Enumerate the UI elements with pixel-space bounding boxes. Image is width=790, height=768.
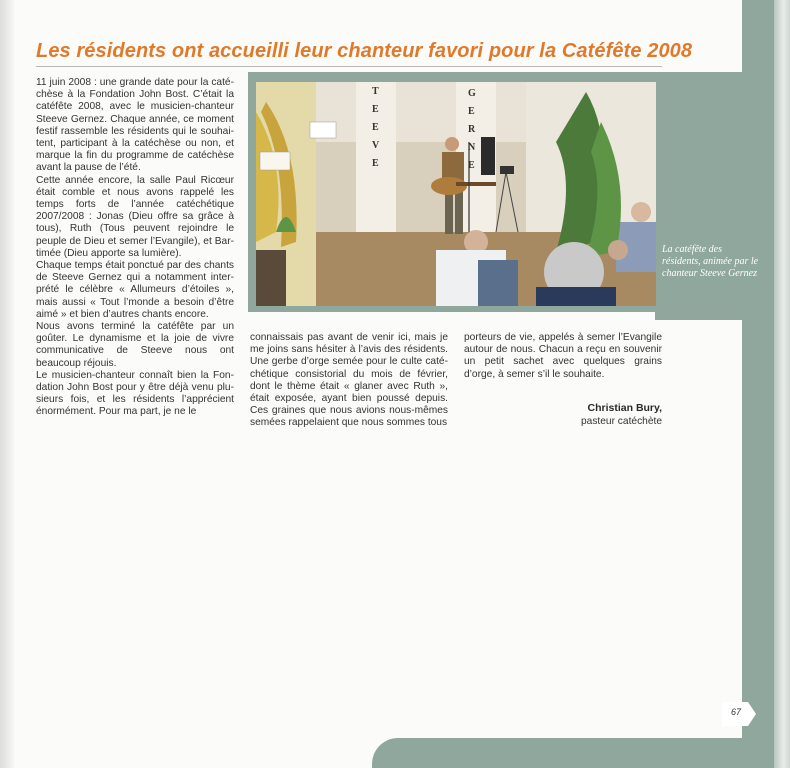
signature-role: pasteur catéchète bbox=[581, 416, 662, 427]
green-strip bbox=[655, 312, 760, 320]
article-title: Les résidents ont accueilli leur chanteur favori pour la Catéfête 2008 bbox=[36, 40, 693, 62]
paragraph-5: Le musicien-chanteur connaît bien la Fondation John Bost pour y être déjà venu plusieurs fois, et les résidents l’apprécient énormément. Pour ma part, je ne le bbox=[36, 369, 234, 418]
column-2 bbox=[250, 332, 448, 430]
column-1 bbox=[36, 77, 234, 419]
column-3 bbox=[464, 332, 662, 381]
photo-caption: La catéfête des résidents, animée par le chanteur Steeve Gernez bbox=[662, 244, 759, 279]
page-number: 67 bbox=[730, 707, 741, 717]
banner-left-text: T E E V E bbox=[372, 86, 380, 169]
paragraph-1: 11 juin 2008 : une grande date pour la catéchèse à la Fondation John Bost. C’était la catéfête 2008, avec le musicien-chanteur Steeve Gernez. Chaque année, ce moment festif rassemble les résidents qui le souhaitent, participant à la catéchèse ou non, et marque la fin du programme de catéchèse avant la pause de l’été. bbox=[36, 77, 234, 174]
signature-name: Christian Bury, bbox=[587, 402, 662, 414]
title-rule bbox=[36, 66, 662, 67]
paragraph-3: Chaque temps était ponctué par des chants de Steeve Gernez qui a notamment interprété le célèbre « Allumeurs d’étoiles », mais aussi « Tout l’monde a besoin d’être aimé » et bien d’autres chants encore. bbox=[36, 260, 234, 320]
page-binding bbox=[774, 0, 790, 768]
green-bottom-band bbox=[372, 738, 760, 768]
page-left-edge bbox=[0, 0, 14, 768]
paragraph-6: connaissais pas avant de venir ici, mais je me joins sans hésiter à l’avis des résidents. Une gerbe d’orge semée pour le culte catéchétique consistorial du mois de février, dont le thème était « glaner avec Ruth », était exposée, ayant bien poussé depuis. Ces graines que nous avions nous-mêmes semées rappelaient que nous sommes tous bbox=[250, 332, 448, 429]
paragraph-7: porteurs de vie, appelés à semer l’Evangile autour de nous. Chacun a reçu en souvenir un petit sachet avec quelques grains d’orge, à semer s’il le souhaite. bbox=[464, 332, 662, 380]
paragraph-4: Nous avons terminé la catéfête par un goûter. Le dynamisme et la joie de vivre communicative de Steeve nous ont beaucoup réjouis. bbox=[36, 321, 234, 369]
banner-right-text: G E R N E bbox=[468, 88, 476, 171]
paragraph-2: Cette année encore, la salle Paul Ricœur était comble et nous avons rappelé les temps forts de l’année catéchétique 2007/2008 : Jonas (Dieu offre sa grâce à tous), Ruth (Tous peuvent rejoindre le peuple de Dieu et semer l’Evangile), et Bartimée (Dieu apporte sa lumière). bbox=[36, 174, 234, 259]
concert-photo bbox=[256, 82, 656, 306]
